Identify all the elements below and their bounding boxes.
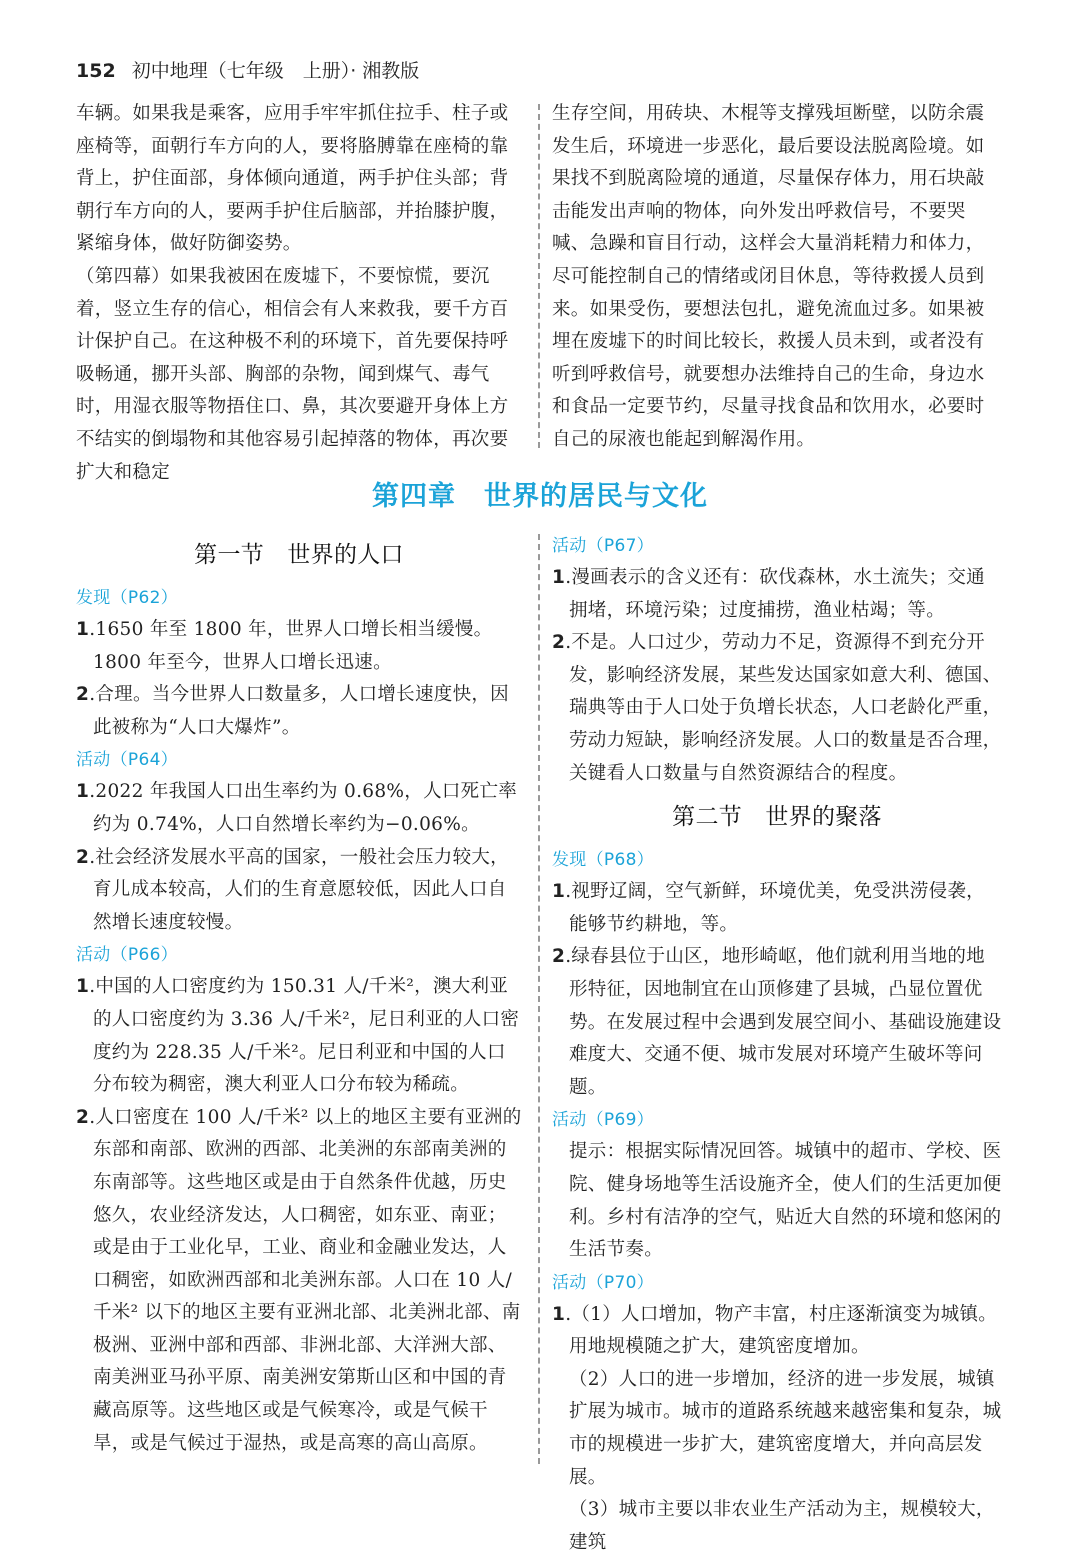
category-label: 活动（P69） [552,1110,654,1131]
item-number: 2 [552,632,566,654]
item-number: 1 [76,976,90,998]
list-item [552,627,1002,790]
list-item [552,876,1002,941]
item-number: 1 [552,1303,566,1325]
category-label: 发现（P68） [552,850,654,871]
book-title: 初中地理（七年级 上册）· 湘教版 [131,60,420,82]
list-item [76,776,522,841]
list-item [552,1299,1002,1364]
item-number: 2 [76,846,90,868]
chapter-title: 第四章 世界的居民与文化 [372,481,708,512]
category-label: 活动（P67） [552,536,654,556]
item-text: .社会经济发展水平高的国家，一般社会压力较大，育儿成本较高，人们的生育意愿较低，因此人口自然增长速度较慢。 [89,846,509,933]
column-divider [538,534,540,1464]
item-text: .合理。当今世界人口数量多，人口增长速度快，因此被称为“人口大爆炸”。 [89,684,509,738]
category-label: 活动（P64） [76,750,178,771]
item-number: 1 [76,619,90,640]
paragraph: 提示：根据实际情况回答。城镇中的超市、学校、医院、健身场地等生活设施齐全，使人们的生活更加便利。乡村有洁净的空气，贴近大自然的环境和悠闲的生活节奏。 [569,1141,1002,1261]
list-item [76,842,522,940]
item-text: .视野辽阔，空气新鲜，环境优美，免受洪涝侵袭，能够节约耕地，等。 [565,881,985,935]
item-text: .绿春县位于山区，地形崎岖，他们就利用当地的地形特征，因地制宜在山顶修建了县城，凸显位置优势。在发展过程中会遇到发展空间小、基础设施建设难度大、交通不便、城市发展对环境产生破坏等问题。 [565,946,1002,1098]
item-text: .漫画表示的含义还有：砍伐森林，水土流失；交通拥堵，环境污染；过度捕捞，渔业枯竭；等。 [565,567,985,621]
item-number: 2 [76,1106,90,1128]
list-item [552,941,1002,1104]
list-item [76,614,522,679]
item-text: .（1）人口增加，物产丰富，村庄逐渐演变为城镇。用地规模随之扩大，建筑密度增加。 [565,1303,998,1358]
item-text: .人口密度在 100 人/千米² 以上的地区主要有亚洲的东部和南部、欧洲的西部、北美洲的东部南美洲的东南部等。这些地区或是由于自然条件优越，历史悠久，农业经济发达，人口稠密，如东亚、南亚；或是由于工业化早，工业、商业和金融业发达，人口稠密，如欧洲西部和北美洲东部。人口在 10 人/千米² 以下的地区主要有亚洲北部、北美洲北部、南极洲、亚洲中部和西部、非洲北部、大洋洲大部、南美洲亚马孙平原、南美洲安第斯山区和中国的青藏高原等。这些地区或是气候寒冷，或是气候干旱，或是气候过于湿热，或是高寒的高山高原。 [89,1106,522,1454]
column-divider [538,104,540,448]
item-number: 2 [76,684,90,706]
list-item [552,562,1002,627]
page-header [76,56,419,86]
page-number: 152 [76,60,116,82]
category-label: 活动（P66） [76,945,178,966]
item-text: .中国的人口密度约为 150.31 人/千米²，澳大利亚的人口密度约为 3.36 人/千米²，尼日利亚的人口密度约为 228.35 人/千米²。尼日利亚和中国的人口分布较为稠密，澳大利亚人口分布较为稀疏。 [89,976,520,1096]
bottom-right-column [552,530,1002,1559]
item-text: .不是。人口过少，劳动力不足，资源得不到充分开发，影响经济发展，某些发达国家如意大利、德国、瑞典等由于人口处于负增长状态，人口老龄化严重，劳动力短缺，影响经济发展。人口的数量是否合理，关键看人口数量与自然资源结合的程度。 [565,632,1002,784]
item-number: 1 [552,881,566,903]
item-number: 2 [552,946,566,968]
section-title: 第一节 世界的人口 [194,542,404,568]
paragraph: 车辆。如果我是乘客，应用手牢牢抓住拉手、柱子或座椅等，面朝行车方向的人，要将胳膊靠在座椅的靠背上，护住面部，身体倾向通道，两手护住头部；背朝行车方向的人，要两手护住后脑部，并抬膝护腹，紧缩身体，做好防御姿势。 [76,103,509,255]
category-label: 发现（P62） [76,588,178,608]
paragraph: （3）城市主要以非农业生产活动为主，规模较大，建筑 [569,1499,995,1553]
section-title: 第二节 世界的聚落 [672,804,882,831]
paragraph: 生存空间，用砖块、木棍等支撑残垣断壁，以防余震发生后，环境进一步恶化，最后要设法脱离险境。如果找不到脱离险境的通道，尽量保存体力，用石块敲击能发出声响的物体，向外发出呼救信号，不要哭喊、急躁和盲目行动，这样会大量消耗精力和体力，尽可能控制自己的情绪或闭目休息，等待救援人员到来。如果受伤，要想法包扎，避免流血过多。如果被埋在废墟下的时间比较长，救援人员未到，或者没有听到呼救信号，就要想办法维持自己的生命，身边水和食品一定要节约，尽量寻找食品和饮用水，必要时自己的尿液也能起到解渴作用。 [552,103,985,450]
bottom-left-column [76,532,522,1460]
top-left-column [76,98,522,489]
item-text: .2022 年我国人口出生率约为 0.68%，人口死亡率约为 0.74%，人口自然增长率约为−0.06%。 [89,781,518,835]
list-item [76,679,522,744]
list-item [76,971,522,1101]
item-text: .1650 年至 1800 年，世界人口增长相当缓慢。1800 年至今，世界人口增长迅速。 [89,619,493,673]
item-number: 1 [552,567,566,588]
top-right-column [552,98,1002,457]
list-item [76,1102,522,1461]
paragraph: （第四幕）如果我被困在废墟下，不要惊慌，要沉着，竖立生存的信心，相信会有人来救我，要千方百计保护自己。在这种极不利的环境下，首先要保持呼吸畅通，挪开头部、胸部的杂物，闻到煤气、毒气时，用湿衣服等物捂住口、鼻，其次要避开身体上方不结实的倒塌物和其他容易引起掉落的物体，再次要扩大和稳定 [76,265,509,483]
item-number: 1 [76,781,90,803]
paragraph: （2）人口的进一步增加，经济的进一步发展，城镇扩展为城市。城市的道路系统越来越密集和复杂，城市的规模进一步扩大，建筑密度增大，并向高层发展。 [569,1368,1002,1488]
category-label: 活动（P70） [552,1272,654,1293]
